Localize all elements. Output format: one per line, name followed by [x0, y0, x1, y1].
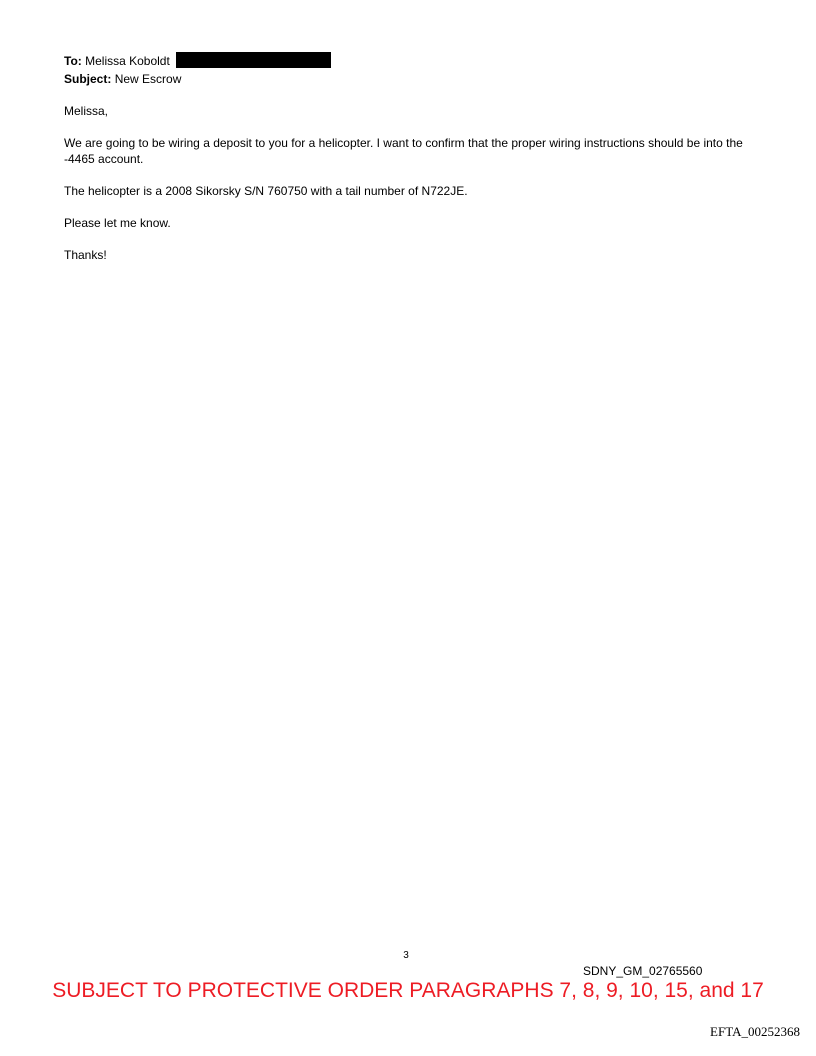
body-paragraph-wiring: We are going to be wiring a deposit to you for a helicopter. I want to confirm that the proper wiring instructions should be into the -4465 account.	[64, 136, 743, 166]
email-body	[64, 103, 754, 279]
to-label: To:	[64, 54, 82, 68]
protective-order-notice: SUBJECT TO PROTECTIVE ORDER PARAGRAPHS 7, 8, 9, 10, 15, and 17	[52, 979, 764, 1002]
subject-label: Subject:	[64, 72, 112, 86]
subject-line	[64, 70, 331, 88]
redaction-box	[176, 52, 331, 68]
body-paragraph-closing: Thanks!	[64, 248, 107, 262]
salutation: Melissa,	[64, 104, 109, 118]
bates-number: SDNY_GM_02765560	[583, 964, 703, 978]
to-value: Melissa Koboldt	[85, 54, 170, 68]
body-paragraph-request: Please let me know.	[64, 216, 171, 230]
subject-value: New Escrow	[114, 72, 182, 86]
email-header	[64, 52, 331, 88]
efta-identifier: EFTA_00252368	[710, 1024, 800, 1039]
page-number: 3	[403, 950, 409, 961]
body-paragraph-helicopter: The helicopter is a 2008 Sikorsky S/N 760750 with a tail number of N722JE.	[64, 184, 468, 198]
to-line	[64, 52, 331, 70]
